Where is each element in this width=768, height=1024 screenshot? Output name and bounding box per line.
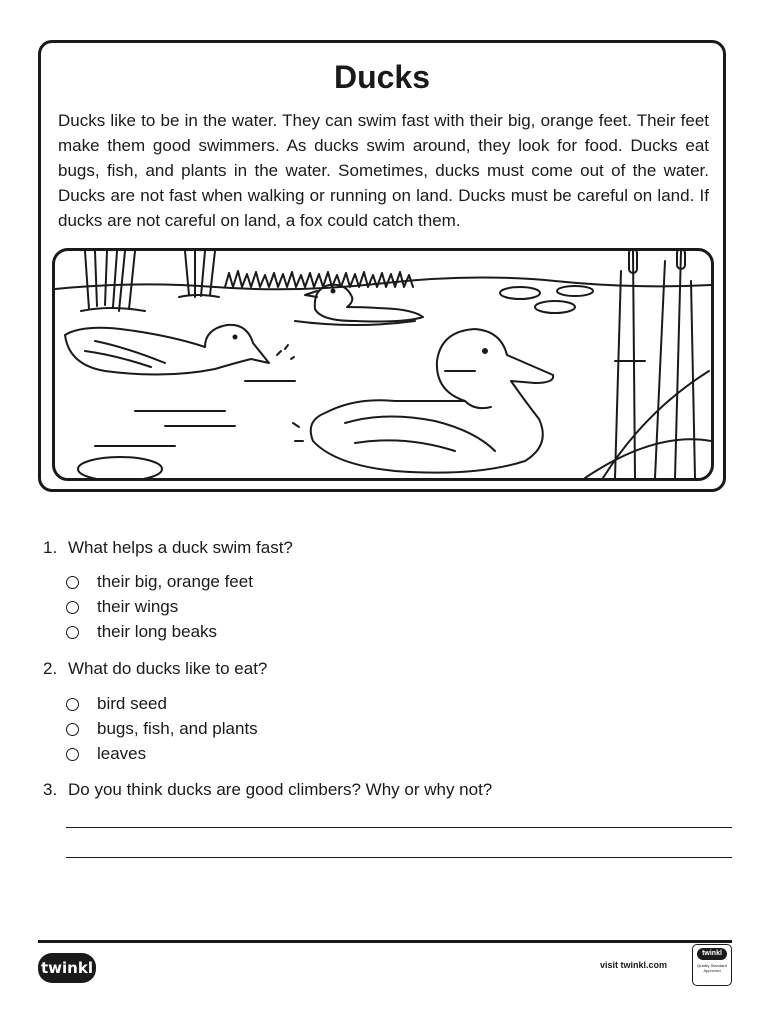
question-text: What helps a duck swim fast?: [68, 538, 293, 557]
question-text: What do ducks like to eat?: [68, 659, 268, 678]
answer-option-label: their wings: [97, 597, 179, 616]
visit-website-link[interactable]: visit twinkl.com: [600, 960, 668, 970]
answer-option-label: bird seed: [97, 694, 167, 713]
badge-logo: twinkl: [697, 948, 727, 960]
question-1: [43, 538, 723, 560]
question-number: 1.: [43, 538, 58, 557]
answer-option-label: their big, orange feet: [97, 572, 253, 591]
answer-writing-line[interactable]: [66, 857, 732, 858]
radio-circle-icon[interactable]: [66, 576, 79, 589]
answer-option-label: their long beaks: [97, 622, 218, 641]
story-passage: Ducks like to be in the water. They can swim fast with their big, orange feet. Their feet make them good swimmers. As ducks swim around, they look for food. Ducks eat bugs, fish, and plants in the water. Sometimes, ducks must come out of the water. Ducks are not fast when walking or running on land. Ducks must be careful on land. If ducks are not careful on land, a fox could catch them.: [58, 111, 709, 230]
footer-divider: [38, 940, 732, 943]
story-title: Ducks: [333, 59, 431, 95]
question-2: [43, 659, 723, 681]
question-3: [43, 780, 723, 802]
ducks-on-pond-icon: [55, 251, 711, 478]
radio-circle-icon[interactable]: [66, 698, 79, 711]
radio-circle-icon[interactable]: [66, 723, 79, 736]
quality-badge-icon: [692, 944, 732, 986]
answer-writing-line[interactable]: [66, 827, 732, 828]
twinkl-logo: twinkl: [38, 953, 96, 983]
question-number: 2.: [43, 659, 58, 678]
answer-option-label: bugs, fish, and plants: [97, 719, 258, 738]
badge-text: Quality Standard Approved: [697, 963, 727, 973]
radio-circle-icon[interactable]: [66, 601, 79, 614]
question-text: Do you think ducks are good climbers? Why or why not?: [68, 780, 493, 799]
answer-option-label: leaves: [97, 744, 147, 763]
ducks-illustration: [52, 248, 714, 481]
radio-circle-icon[interactable]: [66, 626, 79, 639]
story-box: [38, 40, 726, 492]
question-number: 3.: [43, 780, 58, 799]
radio-circle-icon[interactable]: [66, 748, 79, 761]
